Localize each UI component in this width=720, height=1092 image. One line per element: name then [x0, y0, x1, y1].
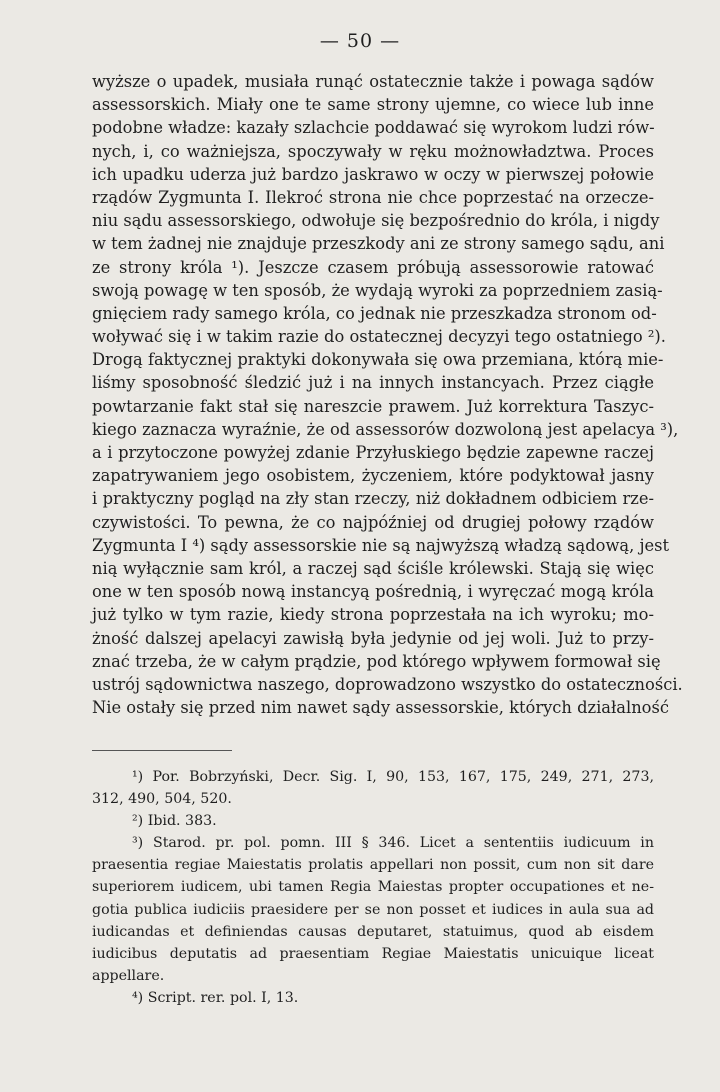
footnote-line: ²) Ibid. 383.: [132, 813, 217, 830]
body-text: [92, 70, 683, 719]
footnote-line: 312, 490, 504, 520.: [92, 791, 232, 808]
text-line: woływać się i w takim razie do ostatecznej decyzyi tego ostatniego ²).: [92, 327, 666, 347]
footnote-divider: [92, 750, 232, 751]
footnote-line: gotia publica iudiciis praesidere per se non posset et iudices in aula sua ad: [92, 901, 654, 918]
text-line: i praktyczny pogląd na zły stan rzeczy, niż dokładnem odbiciem rze-: [92, 489, 654, 509]
text-line: powtarzanie fakt stał się nareszcie prawem. Już korrektura Taszyc-: [92, 396, 654, 416]
text-line: niu sądu assessorskiego, odwołuje się bezpośrednio do króla, i nigdy: [92, 211, 660, 231]
text-line: rządów Zygmunta I. Ilekroć strona nie chce poprzestać na orzecze-: [92, 187, 654, 207]
text-line: nych, i, co ważniejsza, spoczywały w ręku możnowładztwa. Proces: [92, 141, 654, 161]
text-line: już tylko w tym razie, kiedy strona poprzestała na ich wyroku; mo-: [92, 605, 654, 625]
text-line: a i przytoczone powyżej zdanie Przyłuskiego będzie zapewne raczej: [92, 443, 654, 462]
text-line: ich upadku uderza już bardzo jaskrawo w oczy w pierwszej połowie: [92, 164, 654, 184]
text-line: one w ten sposób nową instancyą pośrednią, i wyręczać mogą króla: [92, 582, 654, 602]
text-line: kiego zaznacza wyraźnie, że od assessorów dozwoloną jest apelacya ³),: [92, 419, 679, 439]
text-line: czywistości. To pewna, że co najpóźniej od drugiej połowy rządów: [92, 512, 654, 532]
text-line: ze strony króla ¹). Jeszcze czasem próbują assessorowie ratować: [92, 257, 654, 277]
footnote-line: ³) Starod. pr. pol. pomn. III § 346. Licet a sententiis iudicuum in: [132, 835, 654, 852]
text-line: ustrój sądownictwa naszego, doprowadzono wszystko do ostateczności.: [92, 674, 683, 694]
footnote-line: ⁴) Script. rer. pol. I, 13.: [132, 989, 299, 1006]
text-line: znać trzeba, że w całym prądzie, pod którego wpływem formował się: [92, 651, 661, 671]
text-line: w tem żadnej nie znajduje przeszkody ani ze strony samego sądu, ani: [92, 234, 665, 254]
text-line: assessorskich. Miały one te same strony ujemne, co wiece lub inne: [92, 95, 654, 115]
text-line: swoją powagę w ten sposób, że wydają wyroki za poprzedniem zasią-: [92, 280, 663, 300]
footnote-line: iudicibus deputatis ad praesentiam Regiae Maiestatis unicuique liceat: [92, 945, 654, 962]
text-line: wyższe o upadek, musiała runąć ostatecznie także i powaga sądów: [92, 72, 654, 91]
footnote-line: appellare.: [92, 967, 165, 984]
text-line: podobne władze: kazały szlachcie poddawać się wyrokom ludzi rów-: [92, 118, 655, 138]
text-line: żność dalszej apelacyi zawisłą była jedynie od jej woli. Już to przy-: [92, 628, 654, 648]
text-line: nią wyłącznie sam król, a raczej sąd ściśle królewski. Stają się więc: [92, 558, 654, 578]
footnote-line: superiorem iudicem, ubi tamen Regia Maiestas propter occupationes et ne-: [92, 879, 654, 896]
text-line: Zygmunta I ⁴) sądy assessorskie nie są najwyższą władzą sądową, jest: [92, 535, 670, 555]
footnote-line: praesentia regiae Maiestatis prolatis appellari non possit, cum non sit dare: [92, 857, 654, 874]
text-line: Nie ostały się przed nim nawet sądy assessorskie, których działalność: [92, 698, 669, 718]
footnote-line: iudicandas et definiendas causas deputaret, statuimus, quod ab eisdem: [92, 923, 654, 940]
footnotes: [92, 766, 654, 1009]
text-line: gnięciem rady samego króla, co jednak nie przeszkadza stronom od-: [92, 303, 657, 323]
text-line: Drogą faktycznej praktyki dokonywała się owa przemiana, którą mie-: [92, 350, 664, 370]
text-line: liśmy sposobność śledzić już i na innych instancyach. Przez ciągłe: [92, 373, 654, 393]
footnote-line: ¹) Por. Bobrzyński, Decr. Sig. I, 90, 153, 167, 175, 249, 271, 273,: [132, 769, 654, 785]
text-line: zapatrywaniem jego osobistem, życzeniem, które podyktował jasny: [92, 466, 654, 486]
page-number: — 50 —: [319, 30, 401, 52]
